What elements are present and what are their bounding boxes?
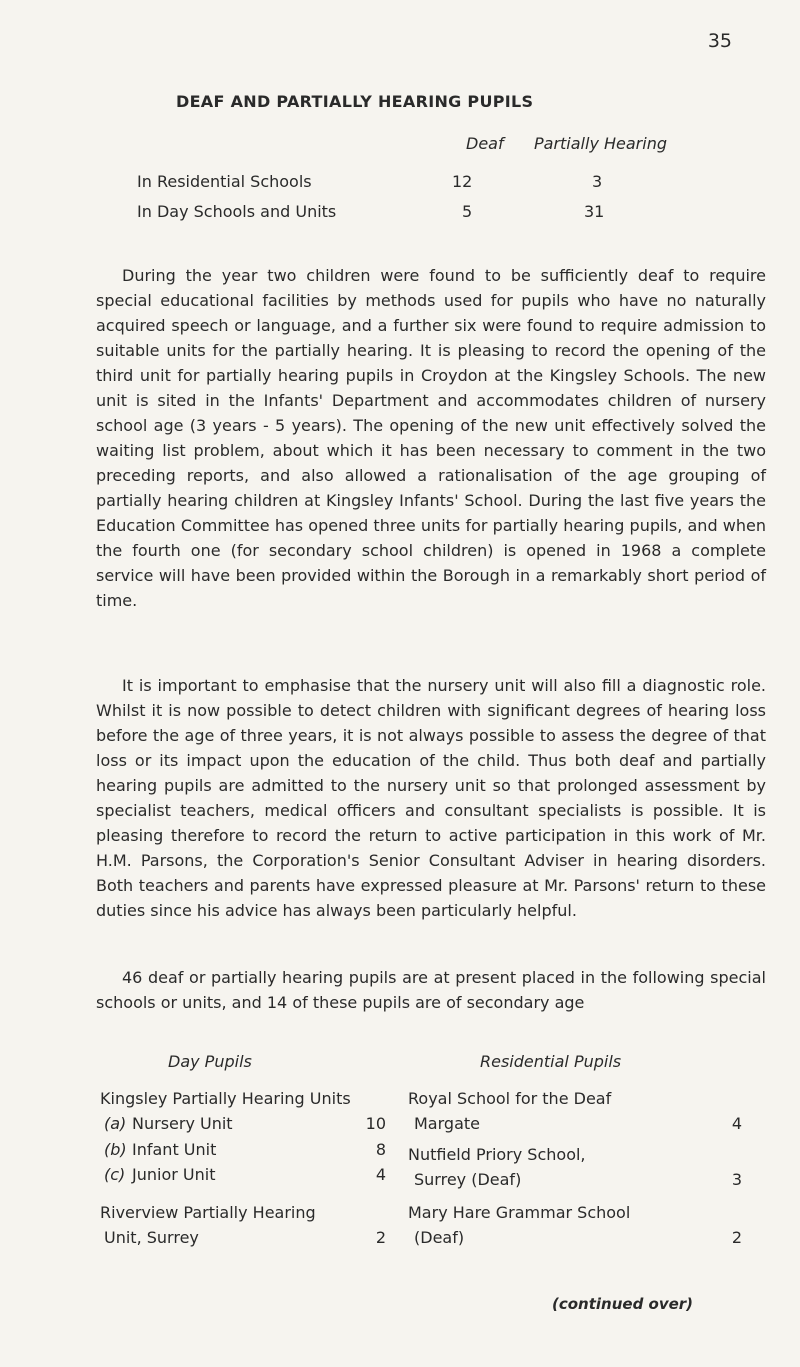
list-item-count: 3 — [731, 1170, 742, 1189]
residential-item-line2: (Deaf) — [414, 1228, 465, 1247]
residential-item-line1: Royal School for the Deaf — [408, 1089, 612, 1108]
table-cell-deaf: 12 — [452, 172, 473, 191]
paragraph-3: 46 deaf or partially hearing pupils are at present placed in the following special schools or units, and 14 of these pupils are of secondary age — [96, 968, 766, 1012]
list-item-count: 10 — [365, 1114, 386, 1133]
table-cell-partially-hearing: 3 — [592, 172, 603, 191]
column-header-deaf: Deaf — [466, 134, 504, 153]
riverview-line1: Riverview Partially Hearing — [100, 1203, 316, 1222]
table-cell-partially-hearing: 31 — [584, 202, 605, 221]
paragraph-1: During the year two children were found to be sufficiently deaf to require special educational facilities by methods used for pupils who have no naturally acquired speech or language, and a further six were found to require admission to suitable units for the partially hearing. It is pleasing to record the opening of the third unit for partially hearing pupils in Croydon at the Kingsley Schools. The new unit is sited in the Infants' Department and accommodates children of nursery school age (3 years - 5 years). The opening of the new unit effectively solved the waiting list problem, about which it has been necessary to comment in the two preceding reports, and also allowed a rationalisation of the age grouping of partially hearing children at Kingsley Infants' School. During the last five years the Education Committee has opened three units for partially hearing pupils, and when the fourth one (for secondary school children) is opened in 1968 a complete service will have been provided within the Borough in a remarkably short period of time. — [96, 266, 766, 610]
list-item-label: Nursery Unit — [132, 1114, 233, 1133]
residential-item-line2: Margate — [414, 1114, 480, 1133]
page-title: DEAF AND PARTIALLY HEARING PUPILS — [176, 92, 534, 111]
list-item-marker: (b) — [104, 1140, 127, 1159]
list-item-label: Infant Unit — [132, 1140, 217, 1159]
column-header-partially-hearing: Partially Hearing — [534, 134, 667, 153]
residential-item-line1: Nutfield Priory School, — [408, 1145, 586, 1164]
kingsley-units-title: Kingsley Partially Hearing Units — [100, 1089, 351, 1108]
continued-note: (continued over) — [552, 1295, 694, 1313]
list-item-count: 4 — [731, 1114, 742, 1133]
residential-item-line2: Surrey (Deaf) — [414, 1170, 522, 1189]
day-pupils-heading: Day Pupils — [168, 1052, 252, 1071]
table-row-label: In Day Schools and Units — [137, 202, 337, 221]
list-item-count: 4 — [375, 1165, 386, 1184]
table-row-label: In Residential Schools — [137, 172, 312, 191]
table-cell-deaf: 5 — [462, 202, 473, 221]
paragraph-2: It is important to emphasise that the nursery unit will also fill a diagnostic role. Whilst it is now possible to detect children with significant degrees of hearing loss before the age of three years, it is not always possible to assess the degree of that loss or its impact upon the education of the child. Thus both deaf and partially hearing pupils are admitted to the nursery unit so that prolonged assessment by specialist teachers, medical officers and consultant specialists is possible. It is pleasing therefore to record the return to active participation in this work of Mr. H.M. Parsons, the Corporation's Senior Consultant Adviser in hearing disorders. Both teachers and parents have expressed pleasure at Mr. Parsons' return to these duties since his advice has always been particularly helpful. — [96, 676, 766, 920]
residential-pupils-heading: Residential Pupils — [480, 1052, 622, 1071]
list-item-label: Junior Unit — [132, 1165, 216, 1184]
list-item-count: 2 — [731, 1228, 742, 1247]
list-item-count: 2 — [375, 1228, 386, 1247]
list-item-marker: (c) — [104, 1165, 126, 1184]
list-item-marker: (a) — [104, 1114, 127, 1133]
residential-item-line1: Mary Hare Grammar School — [408, 1203, 631, 1222]
riverview-line2: Unit, Surrey — [104, 1228, 199, 1247]
list-item-count: 8 — [375, 1140, 386, 1159]
page-number: 35 — [707, 30, 732, 52]
